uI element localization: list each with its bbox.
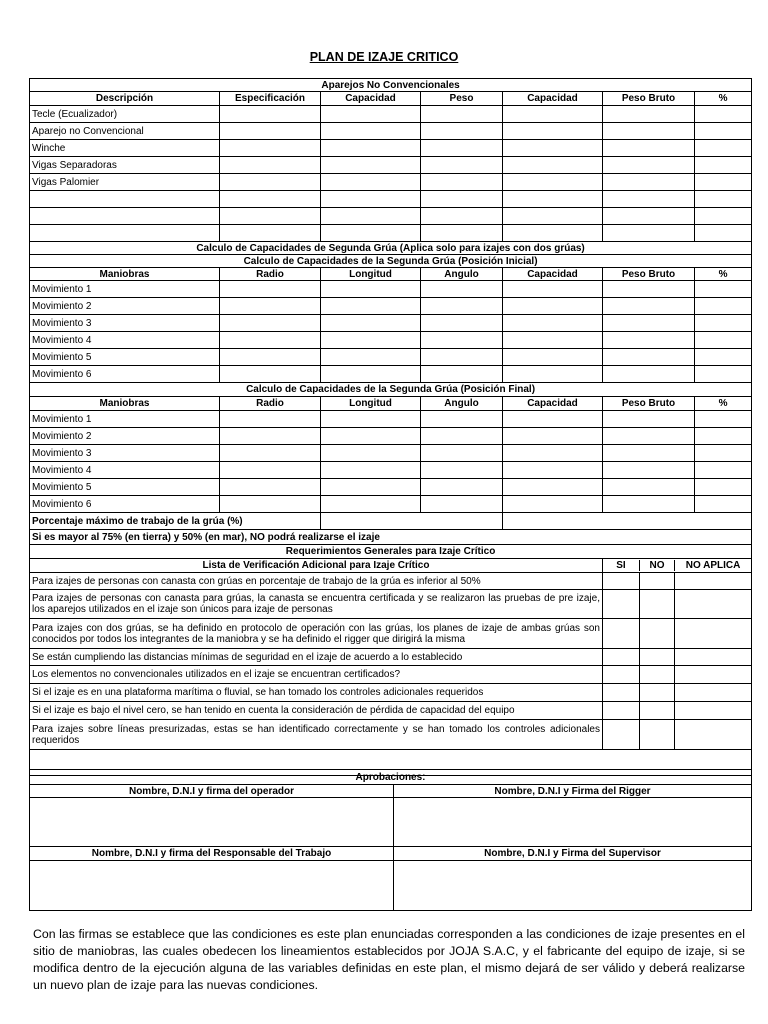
input-cell[interactable] (695, 479, 752, 496)
row-label: Tecle (Ecualizador) (30, 106, 220, 123)
column-header: Especificación (220, 92, 321, 106)
approvals-header: Aprobaciones: (30, 770, 752, 785)
responsible-signature-label: Nombre, D.N.I y firma del Responsable del Trabajo (30, 847, 394, 861)
input-cell[interactable] (695, 106, 752, 123)
input-cell[interactable] (603, 366, 695, 383)
input-cell[interactable] (603, 445, 695, 462)
input-cell[interactable] (421, 462, 503, 479)
input-cell[interactable] (695, 298, 752, 315)
input-cell[interactable] (421, 191, 503, 208)
input-cell[interactable] (603, 208, 695, 225)
input-cell[interactable] (220, 281, 321, 298)
column-header: % (695, 92, 752, 106)
input-cell[interactable] (603, 281, 695, 298)
input-cell[interactable] (321, 140, 421, 157)
input-cell[interactable] (321, 298, 421, 315)
input-cell[interactable] (603, 315, 695, 332)
input-cell[interactable] (603, 174, 695, 191)
input-cell[interactable] (603, 462, 695, 479)
input-cell[interactable] (421, 106, 503, 123)
checkbox-no[interactable] (640, 702, 675, 719)
operator-signature-label: Nombre, D.N.I y firma del operador (30, 785, 394, 798)
checkbox-si[interactable] (603, 573, 640, 589)
checklist-answer-cells (603, 573, 752, 590)
input-cell[interactable] (220, 445, 321, 462)
max-percentage-label: Porcentaje máximo de trabajo de la grúa (%) (30, 513, 321, 530)
page-title: PLAN DE IZAJE CRITICO (309, 50, 459, 64)
input-cell[interactable] (695, 332, 752, 349)
checklist-item: Si el izaje es en una plataforma marítima o fluvial, se han tomado los controles adicionales requeridos (30, 684, 603, 702)
input-cell[interactable] (220, 366, 321, 383)
input-cell[interactable] (220, 462, 321, 479)
checkbox-na[interactable] (675, 590, 752, 618)
rigger-signature-field[interactable] (394, 798, 752, 847)
operator-signature-field[interactable] (30, 798, 394, 847)
input-cell[interactable] (603, 298, 695, 315)
column-header: Radio (220, 268, 321, 281)
row-label: Vigas Palomier (30, 174, 220, 191)
input-cell[interactable] (321, 366, 421, 383)
checklist-answer-cells (603, 702, 752, 720)
responsible-signature-field[interactable] (30, 861, 394, 911)
checkbox-na[interactable] (675, 619, 752, 648)
max-percentage-field[interactable] (321, 513, 503, 530)
input-cell[interactable] (503, 332, 603, 349)
input-cell[interactable] (695, 191, 752, 208)
row-label: Movimiento 2 (30, 428, 220, 445)
column-header: Capacidad (503, 92, 603, 106)
input-cell[interactable] (220, 479, 321, 496)
input-cell[interactable] (220, 191, 321, 208)
input-cell[interactable] (603, 191, 695, 208)
column-header: Peso Bruto (603, 92, 695, 106)
checklist-answer-cells (603, 590, 752, 619)
checkbox-si[interactable] (603, 720, 640, 749)
row-label (30, 208, 220, 225)
checklist-item: Para izajes con dos grúas, se ha definido en protocolo de operación con las grúas, los planes de izaje de ambas grúas son conocidos por todos los integrantes de la maniobra y se ha definido el rigger que dirigirá la misma (30, 619, 603, 649)
input-cell[interactable] (695, 157, 752, 174)
input-cell[interactable] (503, 479, 603, 496)
input-cell[interactable] (321, 208, 421, 225)
checklist-item: Los elementos no convencionales utilizados en el izaje se encuentran certificados? (30, 666, 603, 684)
row-label: Movimiento 1 (30, 411, 220, 428)
column-header: Longitud (321, 268, 421, 281)
column-header: Radio (220, 397, 321, 411)
input-cell[interactable] (503, 315, 603, 332)
column-header: Capacidad (321, 92, 421, 106)
rigger-signature-label: Nombre, D.N.I y Firma del Rigger (394, 785, 752, 798)
column-header: % (695, 397, 752, 411)
section-subheader: Calculo de Capacidades de la Segunda Grúa (Posición Inicial) (30, 255, 752, 268)
column-header: Longitud (321, 397, 421, 411)
input-cell[interactable] (220, 140, 321, 157)
column-header: Capacidad (503, 268, 603, 281)
input-cell[interactable] (695, 366, 752, 383)
section-header: Aparejos No Convencionales (30, 79, 752, 92)
input-cell[interactable] (503, 445, 603, 462)
input-cell[interactable] (603, 106, 695, 123)
input-cell[interactable] (421, 157, 503, 174)
input-cell[interactable] (321, 157, 421, 174)
column-header: Peso (421, 92, 503, 106)
input-cell[interactable] (421, 123, 503, 140)
checklist-item: Para izajes de personas con canasta para grúas, la canasta se encuentra certificada y se realizaron las pruebas de pre izaje, los aparejos utilizados en el izaje son únicos para izaje de personas (30, 590, 603, 619)
input-cell[interactable] (503, 157, 603, 174)
column-header: % (695, 268, 752, 281)
input-cell[interactable] (695, 208, 752, 225)
row-label: Movimiento 3 (30, 445, 220, 462)
input-cell[interactable] (421, 496, 503, 513)
checkbox-no[interactable] (640, 666, 675, 683)
checkbox-no[interactable] (640, 590, 675, 618)
input-cell[interactable] (421, 140, 503, 157)
input-cell[interactable] (321, 428, 421, 445)
input-cell[interactable] (695, 315, 752, 332)
checkbox-na[interactable] (675, 702, 752, 719)
checklist-answer-cells (603, 649, 752, 666)
checklist-answer-cells (603, 619, 752, 649)
input-cell[interactable] (421, 208, 503, 225)
warning-text: Si es mayor al 75% (en tierra) y 50% (en mar), NO podrá realizarse el izaje (30, 530, 752, 545)
column-header: Capacidad (503, 397, 603, 411)
input-cell[interactable] (220, 157, 321, 174)
supervisor-signature-field[interactable] (394, 861, 752, 911)
input-cell[interactable] (603, 496, 695, 513)
row-label: Movimiento 4 (30, 462, 220, 479)
checkbox-no[interactable] (640, 619, 675, 648)
input-cell[interactable] (421, 479, 503, 496)
input-cell[interactable] (220, 411, 321, 428)
row-label (30, 225, 220, 242)
input-cell[interactable] (321, 106, 421, 123)
checkbox-si[interactable] (603, 649, 640, 665)
input-cell[interactable] (695, 462, 752, 479)
input-cell[interactable] (603, 157, 695, 174)
input-cell[interactable] (421, 298, 503, 315)
input-cell[interactable] (321, 332, 421, 349)
input-cell[interactable] (421, 366, 503, 383)
blank-cell (503, 513, 752, 530)
input-cell[interactable] (603, 349, 695, 366)
checkbox-na[interactable] (675, 666, 752, 683)
input-cell[interactable] (603, 140, 695, 157)
input-cell[interactable] (220, 332, 321, 349)
input-cell[interactable] (220, 349, 321, 366)
row-label: Movimiento 5 (30, 479, 220, 496)
input-cell[interactable] (503, 123, 603, 140)
checkbox-si[interactable] (603, 590, 640, 618)
checkbox-si[interactable] (603, 702, 640, 719)
input-cell[interactable] (695, 445, 752, 462)
input-cell[interactable] (321, 411, 421, 428)
row-label: Movimiento 1 (30, 281, 220, 298)
input-cell[interactable] (321, 281, 421, 298)
input-cell[interactable] (220, 496, 321, 513)
input-cell[interactable] (321, 496, 421, 513)
col-no: NO (640, 560, 675, 571)
checkbox-na[interactable] (675, 720, 752, 749)
row-label: Movimiento 3 (30, 315, 220, 332)
section-header: Calculo de Capacidades de Segunda Grúa (Aplica solo para izajes con dos grúas) (30, 242, 752, 255)
column-header: Descripción (30, 92, 220, 106)
input-cell[interactable] (603, 225, 695, 242)
input-cell[interactable] (503, 298, 603, 315)
input-cell[interactable] (421, 428, 503, 445)
input-cell[interactable] (695, 140, 752, 157)
input-cell[interactable] (321, 349, 421, 366)
input-cell[interactable] (503, 462, 603, 479)
row-label: Movimiento 5 (30, 349, 220, 366)
input-cell[interactable] (421, 174, 503, 191)
input-cell[interactable] (603, 479, 695, 496)
input-cell[interactable] (321, 225, 421, 242)
input-cell[interactable] (503, 366, 603, 383)
input-cell[interactable] (321, 315, 421, 332)
row-label: Movimiento 6 (30, 496, 220, 513)
input-cell[interactable] (321, 445, 421, 462)
footer-statement: Con las firmas se establece que las condiciones es este plan enunciadas corresponden a las condiciones de izaje presentes en el sitio de maniobras, las cuales obedecen los lineamientos establecidos por JOJA S.A.C, y el fabricante del equipo de izaje, si se modifica dentro de la ejecución alguna de las variables definidas en este plan, el mismo dejará de ser válido y deberá realizarse un nuevo plan de izaje para las nuevas condiciones. (33, 927, 745, 992)
input-cell[interactable] (695, 174, 752, 191)
checklist-columns (603, 559, 752, 573)
checklist-answer-cells (603, 720, 752, 750)
checkbox-na[interactable] (675, 649, 752, 665)
checkbox-si[interactable] (603, 619, 640, 648)
checklist-item: Se están cumpliendo las distancias mínimas de seguridad en el izaje de acuerdo a lo establecido (30, 649, 603, 666)
row-label: Movimiento 4 (30, 332, 220, 349)
row-label: Movimiento 2 (30, 298, 220, 315)
checklist-answer-cells (603, 684, 752, 702)
input-cell[interactable] (220, 208, 321, 225)
checkbox-si[interactable] (603, 666, 640, 683)
input-cell[interactable] (421, 281, 503, 298)
checkbox-no[interactable] (640, 573, 675, 589)
input-cell[interactable] (321, 174, 421, 191)
input-cell[interactable] (603, 411, 695, 428)
column-header: Maniobras (30, 397, 220, 411)
row-label: Movimiento 6 (30, 366, 220, 383)
input-cell[interactable] (321, 462, 421, 479)
checkbox-no[interactable] (640, 720, 675, 749)
row-label (30, 191, 220, 208)
input-cell[interactable] (220, 106, 321, 123)
checkbox-si[interactable] (603, 684, 640, 701)
checklist-header: Lista de Verificación Adicional para Izaje Crítico (30, 559, 603, 573)
input-cell[interactable] (220, 298, 321, 315)
input-cell[interactable] (503, 428, 603, 445)
input-cell[interactable] (503, 106, 603, 123)
column-header: Angulo (421, 397, 503, 411)
checkbox-no[interactable] (640, 684, 675, 701)
input-cell[interactable] (695, 428, 752, 445)
input-cell[interactable] (220, 315, 321, 332)
input-cell[interactable] (503, 208, 603, 225)
input-cell[interactable] (421, 315, 503, 332)
input-cell[interactable] (695, 225, 752, 242)
supervisor-signature-label: Nombre, D.N.I y Firma del Supervisor (394, 847, 752, 861)
input-cell[interactable] (503, 496, 603, 513)
input-cell[interactable] (421, 332, 503, 349)
section-header: Requerimientos Generales para Izaje Crítico (30, 545, 752, 559)
section-header: Calculo de Capacidades de la Segunda Grúa (Posición Final) (30, 383, 752, 397)
row-label: Winche (30, 140, 220, 157)
input-cell[interactable] (421, 349, 503, 366)
input-cell[interactable] (421, 411, 503, 428)
column-header: Peso Bruto (603, 397, 695, 411)
column-header: Peso Bruto (603, 268, 695, 281)
input-cell[interactable] (695, 123, 752, 140)
input-cell[interactable] (321, 191, 421, 208)
input-cell[interactable] (695, 411, 752, 428)
input-cell[interactable] (503, 140, 603, 157)
input-cell[interactable] (421, 445, 503, 462)
checkbox-na[interactable] (675, 573, 752, 589)
checklist-item: Si el izaje es bajo el nivel cero, se han tenido en cuenta la consideración de pérdida de capacidad del equipo (30, 702, 603, 720)
input-cell[interactable] (321, 479, 421, 496)
column-header: Maniobras (30, 268, 220, 281)
input-cell[interactable] (503, 191, 603, 208)
checklist-item: Para izajes sobre líneas presurizadas, estas se han identificado correctamente y se han tomado los controles adicionales requeridos (30, 720, 603, 750)
lift-plan-table (29, 78, 752, 776)
input-cell[interactable] (695, 349, 752, 366)
row-label: Aparejo no Convencional (30, 123, 220, 140)
input-cell[interactable] (321, 123, 421, 140)
input-cell[interactable] (695, 496, 752, 513)
checkbox-no[interactable] (640, 649, 675, 665)
checklist-item: Para izajes de personas con canasta con grúas en porcentaje de trabajo de la grúa es inferior al 50% (30, 573, 603, 590)
input-cell[interactable] (503, 225, 603, 242)
input-cell[interactable] (603, 123, 695, 140)
approvals-table (29, 769, 752, 911)
input-cell[interactable] (503, 174, 603, 191)
checklist-answer-cells (603, 666, 752, 684)
checkbox-na[interactable] (675, 684, 752, 701)
row-label: Vigas Separadoras (30, 157, 220, 174)
input-cell[interactable] (603, 332, 695, 349)
col-na: NO APLICA (685, 560, 741, 571)
input-cell[interactable] (220, 174, 321, 191)
col-si: SI (603, 560, 640, 571)
input-cell[interactable] (220, 225, 321, 242)
input-cell[interactable] (503, 281, 603, 298)
input-cell[interactable] (220, 123, 321, 140)
input-cell[interactable] (503, 411, 603, 428)
input-cell[interactable] (603, 428, 695, 445)
input-cell[interactable] (220, 428, 321, 445)
input-cell[interactable] (421, 225, 503, 242)
input-cell[interactable] (503, 349, 603, 366)
input-cell[interactable] (695, 281, 752, 298)
column-header: Angulo (421, 268, 503, 281)
